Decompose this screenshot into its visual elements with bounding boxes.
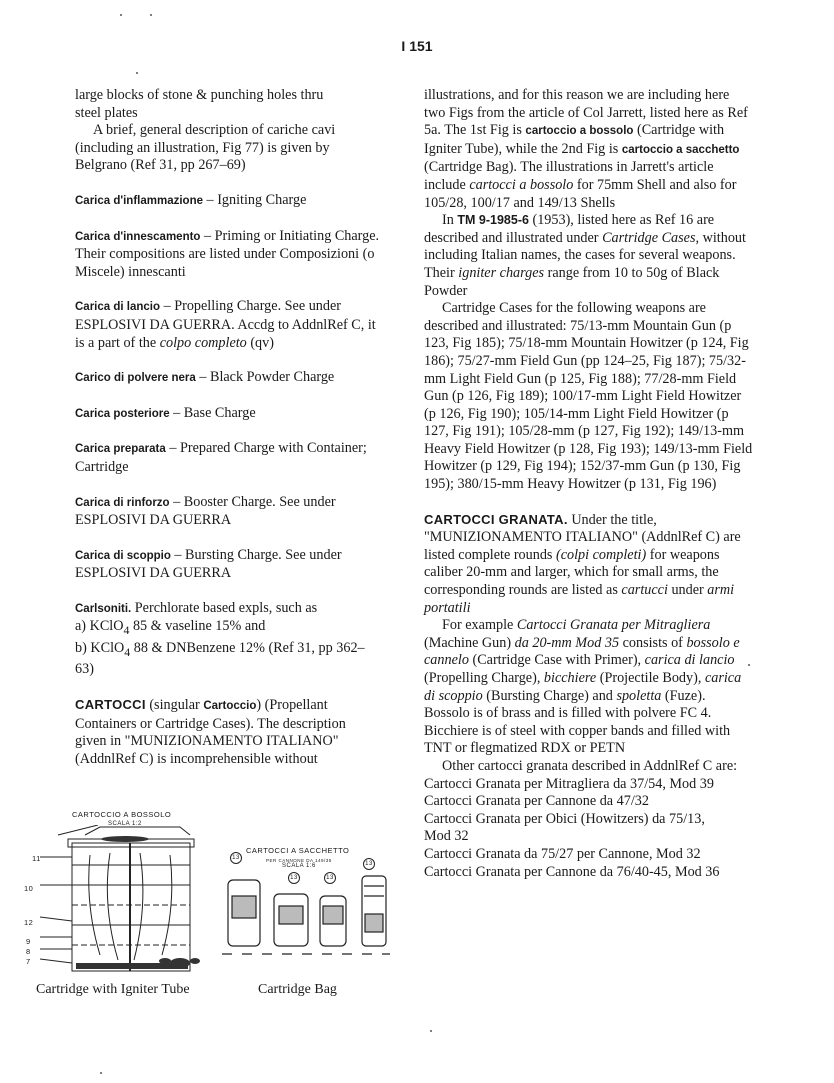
figure-2-scale: SCALA 1:6	[282, 863, 316, 869]
figure-1-caption: Cartridge with Igniter Tube	[36, 982, 190, 997]
figure-1-callout: 11	[32, 854, 41, 863]
figure-2-callout: 13	[363, 858, 375, 870]
page-number: I 151	[401, 38, 433, 54]
paragraph: large blocks of stone & punching holes thru	[75, 87, 324, 103]
entry-term: Cartoccio	[203, 699, 257, 712]
glossary-entry	[75, 369, 380, 388]
paragraph: illustrations, and for this reason we are including here two Figs from the article of Col Jarrett, listed here as Ref 5a. The 1st Fig is cartoccio a bossolo (Cartridge with Igniter Tube), while the 2nd Fig is cartoccio a sacchetto (Cartridge Bag). The illustrations in Jarrett's article include cartocci a bossolo for 75mm Shell and also for 105/28, 100/17 and 149/13 Shells	[424, 87, 748, 211]
entry-definition: – Priming or Initiating Charge. Their compositions are listed under Composizioni (o Miscele) innescanti	[75, 227, 380, 280]
entry-term: Carica d'inflammazione	[75, 194, 203, 207]
glossary-entry	[75, 547, 380, 583]
figure-1-title: CARTOCCIO A BOSSOLO	[72, 810, 172, 819]
formula-line: b) KClO$_4$ 88 & DNBenzene 12% (Ref 31, pp 362–63)	[75, 639, 365, 678]
list-item: Cartocci Granata da 75/27 per Cannone, Mod 32	[424, 845, 701, 862]
paragraph: Cartridge Cases for the following weapons are described and illustrated: 75/13-mm Mountain Gun (p 123, Fig 185); 75/18-mm Mountain Howitzer (p 124, Fig 186); 75/27-mm Field Gun (pp 124–25, Fig 187); 75/32-mm Light Field Gun (p 125, Fig 188); 77/28-mm Field Gun (p 126, Fig 189); 100/17-mm Light Field Howitzer (p 126, Fig 190); 105/14-mm Light Field Howitzer (p 127, Fig 191); 105/28-mm (p 127, Fig 192); 149/13-mm Heavy Field Howitzer (p 128, Fig 193); 149/13-mm Field Howitzer (p 129, Fig 194); 152/37-mm Gun (p 130, Fig 195); 380/15-mm Heavy Howitzer (p 131, Fig 196)	[424, 300, 753, 493]
paragraph: steel plates	[75, 104, 138, 121]
entry-definition: (qv)	[246, 334, 274, 351]
list-item: Cartocci Granata per Mitragliera da 37/54, Mod 39	[424, 775, 714, 792]
entry-term: Carica di rinforzo	[75, 496, 170, 509]
glossary-entry	[75, 600, 380, 619]
scan-speck	[120, 14, 122, 16]
scan-speck	[150, 14, 152, 16]
list-item: Mod 32	[424, 828, 469, 845]
formula-line: a) KClO$_4$ 85 & vaseline 15% and	[75, 618, 266, 638]
entry-definition: – Prepared Charge with Container; Cartridge	[75, 440, 367, 475]
paragraph: CARTOCCI GRANATA. Under the title, "MUNIZIONAMENTO ITALIANO" (AddnlRef C) are listed complete rounds (colpi completi) for weapons caliber 20-mm and larger, which for small arms, the corresponding rounds are listed as cartucci under armi portatili	[424, 511, 741, 616]
right-column	[424, 87, 754, 881]
figure-2-callout: 13	[324, 872, 336, 884]
figure-2-caption: Cartridge Bag	[258, 982, 337, 997]
entry-definition: ) (Propellant Containers or Cartridge Cases). The description given in "MUNIZIONAMENTO ITALIANO" (AddnlRef C) is incomprehensible without	[75, 696, 346, 767]
figure-2-subtitle: PER CANNONE DA 149/35	[266, 858, 332, 863]
entry-term: Carico di polvere nera	[75, 372, 196, 385]
entry-definition: – Base Charge	[169, 404, 256, 421]
entry-term: Carica preparata	[75, 443, 166, 456]
glossary-entry	[75, 298, 380, 352]
figure-1-callout: 8	[26, 947, 31, 956]
paragraph: Other cartocci granata described in AddnlRef C are:	[442, 757, 738, 774]
entry-definition: – Igniting Charge	[203, 191, 307, 208]
section-heading: CARTOCCI GRANATA.	[424, 511, 568, 527]
figure-1-callout: 10	[24, 884, 34, 893]
figure-2-bag-drawing	[222, 866, 392, 966]
paragraph: In TM 9-1985-6 (1953), listed here as Ref 16 are described and illustrated under Cartridge Cases, without including Italian names, the cases for several weapons. Their igniter charges range from 10 to 50g of Black Powder	[424, 212, 746, 299]
figures-area	[24, 800, 400, 1000]
paragraph: A brief, general description of cariche cavi (including an illustration, Fig 77) is given by Belgrano (Ref 31, pp 267–69)	[75, 122, 336, 174]
entry-term: Carlsoniti.	[75, 602, 132, 615]
list-item: Cartocci Granata per Cannone da 47/32	[424, 793, 649, 810]
paragraph: For example Cartocci Granata per Mitragliera (Machine Gun) da 20-mm Mod 35 consists of bossolo e cannelo (Cartridge Case with Primer), carica di lancio (Propelling Charge), bicchiere (Projectile Body), carica di scoppio (Bursting Charge) and spoletta (Fuze). Bossolo is of brass and is filled with polvere FC 4. Bicchiere is of steel with copper bands and filled with TNT or flegmatized RDX or PETN	[424, 617, 742, 757]
glossary-entry	[75, 228, 380, 282]
entry-definition: – Bursting Charge. See under ESPLOSIVI DA GUERRA	[75, 546, 342, 582]
glossary-entry: CARTOCCI (singular Cartoccio) (Propellant Containers or Cartridge Cases). The description given in "MUNIZIONAMENTO ITALIANO" (AddnlRef C) is incomprehensible without	[75, 696, 346, 767]
scan-speck	[136, 72, 138, 74]
scan-speck	[430, 1030, 432, 1032]
scan-speck	[748, 664, 750, 666]
figure-1-callout: 7	[26, 957, 31, 966]
glossary-entry	[75, 440, 380, 476]
glossary-entry	[75, 192, 380, 211]
figure-2-callout: 13	[288, 872, 300, 884]
entry-term: Carica d'innescamento	[75, 230, 201, 243]
figure-1-cartridge-drawing	[30, 825, 205, 975]
entry-definition: – Black Powder Charge	[195, 369, 335, 386]
entry-definition: Perchlorate based expls, such as	[131, 599, 318, 616]
entry-term: CARTOCCI	[75, 696, 146, 712]
figure-2-callout: 13	[230, 852, 242, 864]
rounds-list	[424, 776, 754, 882]
left-column	[75, 87, 380, 768]
list-item: Cartocci Granata per Obici (Howitzers) da 75/13,	[424, 810, 705, 827]
scan-speck	[100, 1072, 102, 1074]
entry-term: Carica di lancio	[75, 301, 161, 314]
list-item: Cartocci Granata per Cannone da 76/40-45, Mod 36	[424, 863, 720, 880]
figure-1-scale: SCALA 1:2	[108, 821, 142, 827]
figure-2-title: CARTOCCI A SACCHETTO	[246, 846, 350, 855]
entry-definition: – Propelling Charge. See under ESPLOSIVI DA GUERRA. Accdg to AddnlRef C, it is a part of the	[75, 298, 376, 351]
figure-1-callout: 9	[26, 937, 31, 946]
figure-1-callout: 12	[24, 918, 34, 927]
entry-italic: colpo completo	[159, 334, 247, 351]
glossary-entry	[75, 405, 380, 424]
entry-definition: – Booster Charge. See under ESPLOSIVI DA GUERRA	[75, 493, 336, 529]
glossary-entry	[75, 494, 380, 530]
entry-term: Carica di scoppio	[75, 549, 171, 562]
entry-term: Carica posteriore	[75, 407, 170, 420]
